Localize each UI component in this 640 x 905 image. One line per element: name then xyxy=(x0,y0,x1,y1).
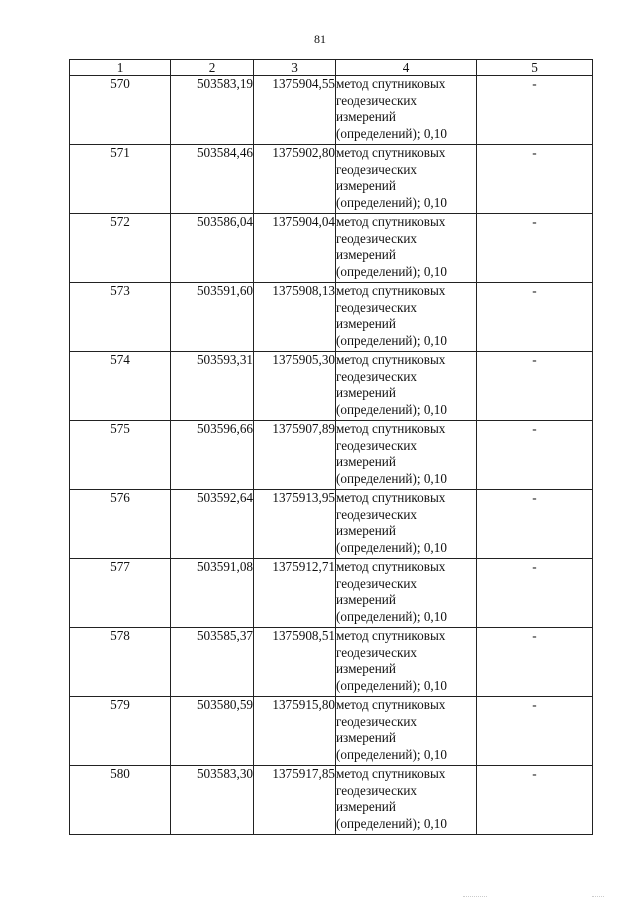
method-cell xyxy=(336,766,477,835)
method-line: (определений); 0,10 xyxy=(336,608,447,624)
point-number: 575 xyxy=(70,421,171,490)
coordinate-x: 503583,19 xyxy=(171,76,254,145)
method-line: метод спутниковых xyxy=(336,352,446,367)
note-cell: - xyxy=(477,628,593,697)
point-number: 571 xyxy=(70,145,171,214)
point-number: 577 xyxy=(70,559,171,628)
point-number: 576 xyxy=(70,490,171,559)
point-number: 573 xyxy=(70,283,171,352)
header-col-4: 4 xyxy=(336,60,477,76)
method-line: (определений); 0,10 xyxy=(336,263,447,279)
table-row xyxy=(70,352,593,421)
method-cell xyxy=(336,697,477,766)
coordinate-y: 1375907,89 xyxy=(254,421,336,490)
header-col-3: 3 xyxy=(254,60,336,76)
method-cell xyxy=(336,628,477,697)
method-line: геодезических xyxy=(336,230,418,246)
method-line: метод спутниковых xyxy=(336,490,446,505)
note-cell: - xyxy=(477,214,593,283)
method-line: измерений xyxy=(336,178,396,194)
note-cell: - xyxy=(477,352,593,421)
point-number: 579 xyxy=(70,697,171,766)
header-col-1: 1 xyxy=(70,60,171,76)
table-row xyxy=(70,214,593,283)
method-line: (определений); 0,10 xyxy=(336,470,447,486)
coordinates-table xyxy=(69,59,593,835)
table-row xyxy=(70,766,593,835)
method-line: метод спутниковых xyxy=(336,628,446,643)
method-cell xyxy=(336,352,477,421)
table-row xyxy=(70,76,593,145)
table-row xyxy=(70,697,593,766)
point-number: 578 xyxy=(70,628,171,697)
method-line: измерений xyxy=(336,661,396,677)
scan-mark xyxy=(463,896,487,903)
note-cell: - xyxy=(477,421,593,490)
table-row xyxy=(70,145,593,214)
table-row xyxy=(70,559,593,628)
method-cell xyxy=(336,76,477,145)
table-row xyxy=(70,490,593,559)
table-row xyxy=(70,628,593,697)
note-cell: - xyxy=(477,697,593,766)
method-line: геодезических xyxy=(336,644,418,660)
method-line: (определений); 0,10 xyxy=(336,401,447,417)
scan-mark xyxy=(592,896,604,903)
coordinate-x: 503593,31 xyxy=(171,352,254,421)
method-line: измерений xyxy=(336,385,396,401)
point-number: 572 xyxy=(70,214,171,283)
method-line: измерений xyxy=(336,730,396,746)
point-number: 570 xyxy=(70,76,171,145)
method-line: измерений xyxy=(336,799,396,815)
method-line: геодезических xyxy=(336,299,418,315)
method-line: метод спутниковых xyxy=(336,76,446,91)
coordinate-x: 503584,46 xyxy=(171,145,254,214)
coordinate-y: 1375908,13 xyxy=(254,283,336,352)
method-line: (определений); 0,10 xyxy=(336,746,447,762)
coordinate-y: 1375905,30 xyxy=(254,352,336,421)
point-number: 580 xyxy=(70,766,171,835)
method-cell xyxy=(336,214,477,283)
note-cell: - xyxy=(477,145,593,214)
method-cell xyxy=(336,421,477,490)
method-line: измерений xyxy=(336,109,396,125)
method-cell xyxy=(336,490,477,559)
coordinate-x: 503592,64 xyxy=(171,490,254,559)
coordinate-x: 503583,30 xyxy=(171,766,254,835)
coordinate-x: 503585,37 xyxy=(171,628,254,697)
method-line: геодезических xyxy=(336,713,418,729)
coordinate-x: 503586,04 xyxy=(171,214,254,283)
method-cell xyxy=(336,283,477,352)
coordinate-y: 1375912,71 xyxy=(254,559,336,628)
header-col-2: 2 xyxy=(171,60,254,76)
method-line: измерений xyxy=(336,454,396,470)
note-cell: - xyxy=(477,490,593,559)
coordinate-y: 1375904,55 xyxy=(254,76,336,145)
method-line: геодезических xyxy=(336,161,418,177)
coordinate-x: 503580,59 xyxy=(171,697,254,766)
coordinate-y: 1375915,80 xyxy=(254,697,336,766)
method-line: метод спутниковых xyxy=(336,559,446,574)
method-line: метод спутниковых xyxy=(336,766,446,781)
coordinate-x: 503591,60 xyxy=(171,283,254,352)
method-line: измерений xyxy=(336,523,396,539)
method-cell xyxy=(336,559,477,628)
note-cell: - xyxy=(477,559,593,628)
coordinate-y: 1375917,85 xyxy=(254,766,336,835)
coordinate-y: 1375913,95 xyxy=(254,490,336,559)
method-line: геодезических xyxy=(336,437,418,453)
page-number: 81 xyxy=(314,32,326,46)
method-line: (определений); 0,10 xyxy=(336,539,447,555)
method-line: метод спутниковых xyxy=(336,214,446,229)
method-line: измерений xyxy=(336,592,396,608)
method-line: (определений); 0,10 xyxy=(336,332,447,348)
note-cell: - xyxy=(477,766,593,835)
method-line: геодезических xyxy=(336,575,418,591)
coordinate-x: 503596,66 xyxy=(171,421,254,490)
table-row xyxy=(70,421,593,490)
method-line: геодезических xyxy=(336,506,418,522)
method-line: (определений); 0,10 xyxy=(336,194,447,210)
method-line: (определений); 0,10 xyxy=(336,125,447,141)
method-line: метод спутниковых xyxy=(336,697,446,712)
method-cell xyxy=(336,145,477,214)
table-header xyxy=(70,60,593,76)
method-line: метод спутниковых xyxy=(336,283,446,298)
method-line: геодезических xyxy=(336,92,418,108)
method-line: метод спутниковых xyxy=(336,421,446,436)
note-cell: - xyxy=(477,76,593,145)
note-cell: - xyxy=(477,283,593,352)
point-number: 574 xyxy=(70,352,171,421)
table-body xyxy=(70,76,593,835)
method-line: метод спутниковых xyxy=(336,145,446,160)
method-line: геодезических xyxy=(336,782,418,798)
table-row xyxy=(70,283,593,352)
header-col-5: 5 xyxy=(477,60,593,76)
header-row xyxy=(70,60,593,76)
coordinate-y: 1375908,51 xyxy=(254,628,336,697)
coordinate-y: 1375904,04 xyxy=(254,214,336,283)
method-line: (определений); 0,10 xyxy=(336,815,447,831)
coordinate-x: 503591,08 xyxy=(171,559,254,628)
method-line: геодезических xyxy=(336,368,418,384)
method-line: измерений xyxy=(336,247,396,263)
coordinate-y: 1375902,80 xyxy=(254,145,336,214)
method-line: измерений xyxy=(336,316,396,332)
method-line: (определений); 0,10 xyxy=(336,677,447,693)
